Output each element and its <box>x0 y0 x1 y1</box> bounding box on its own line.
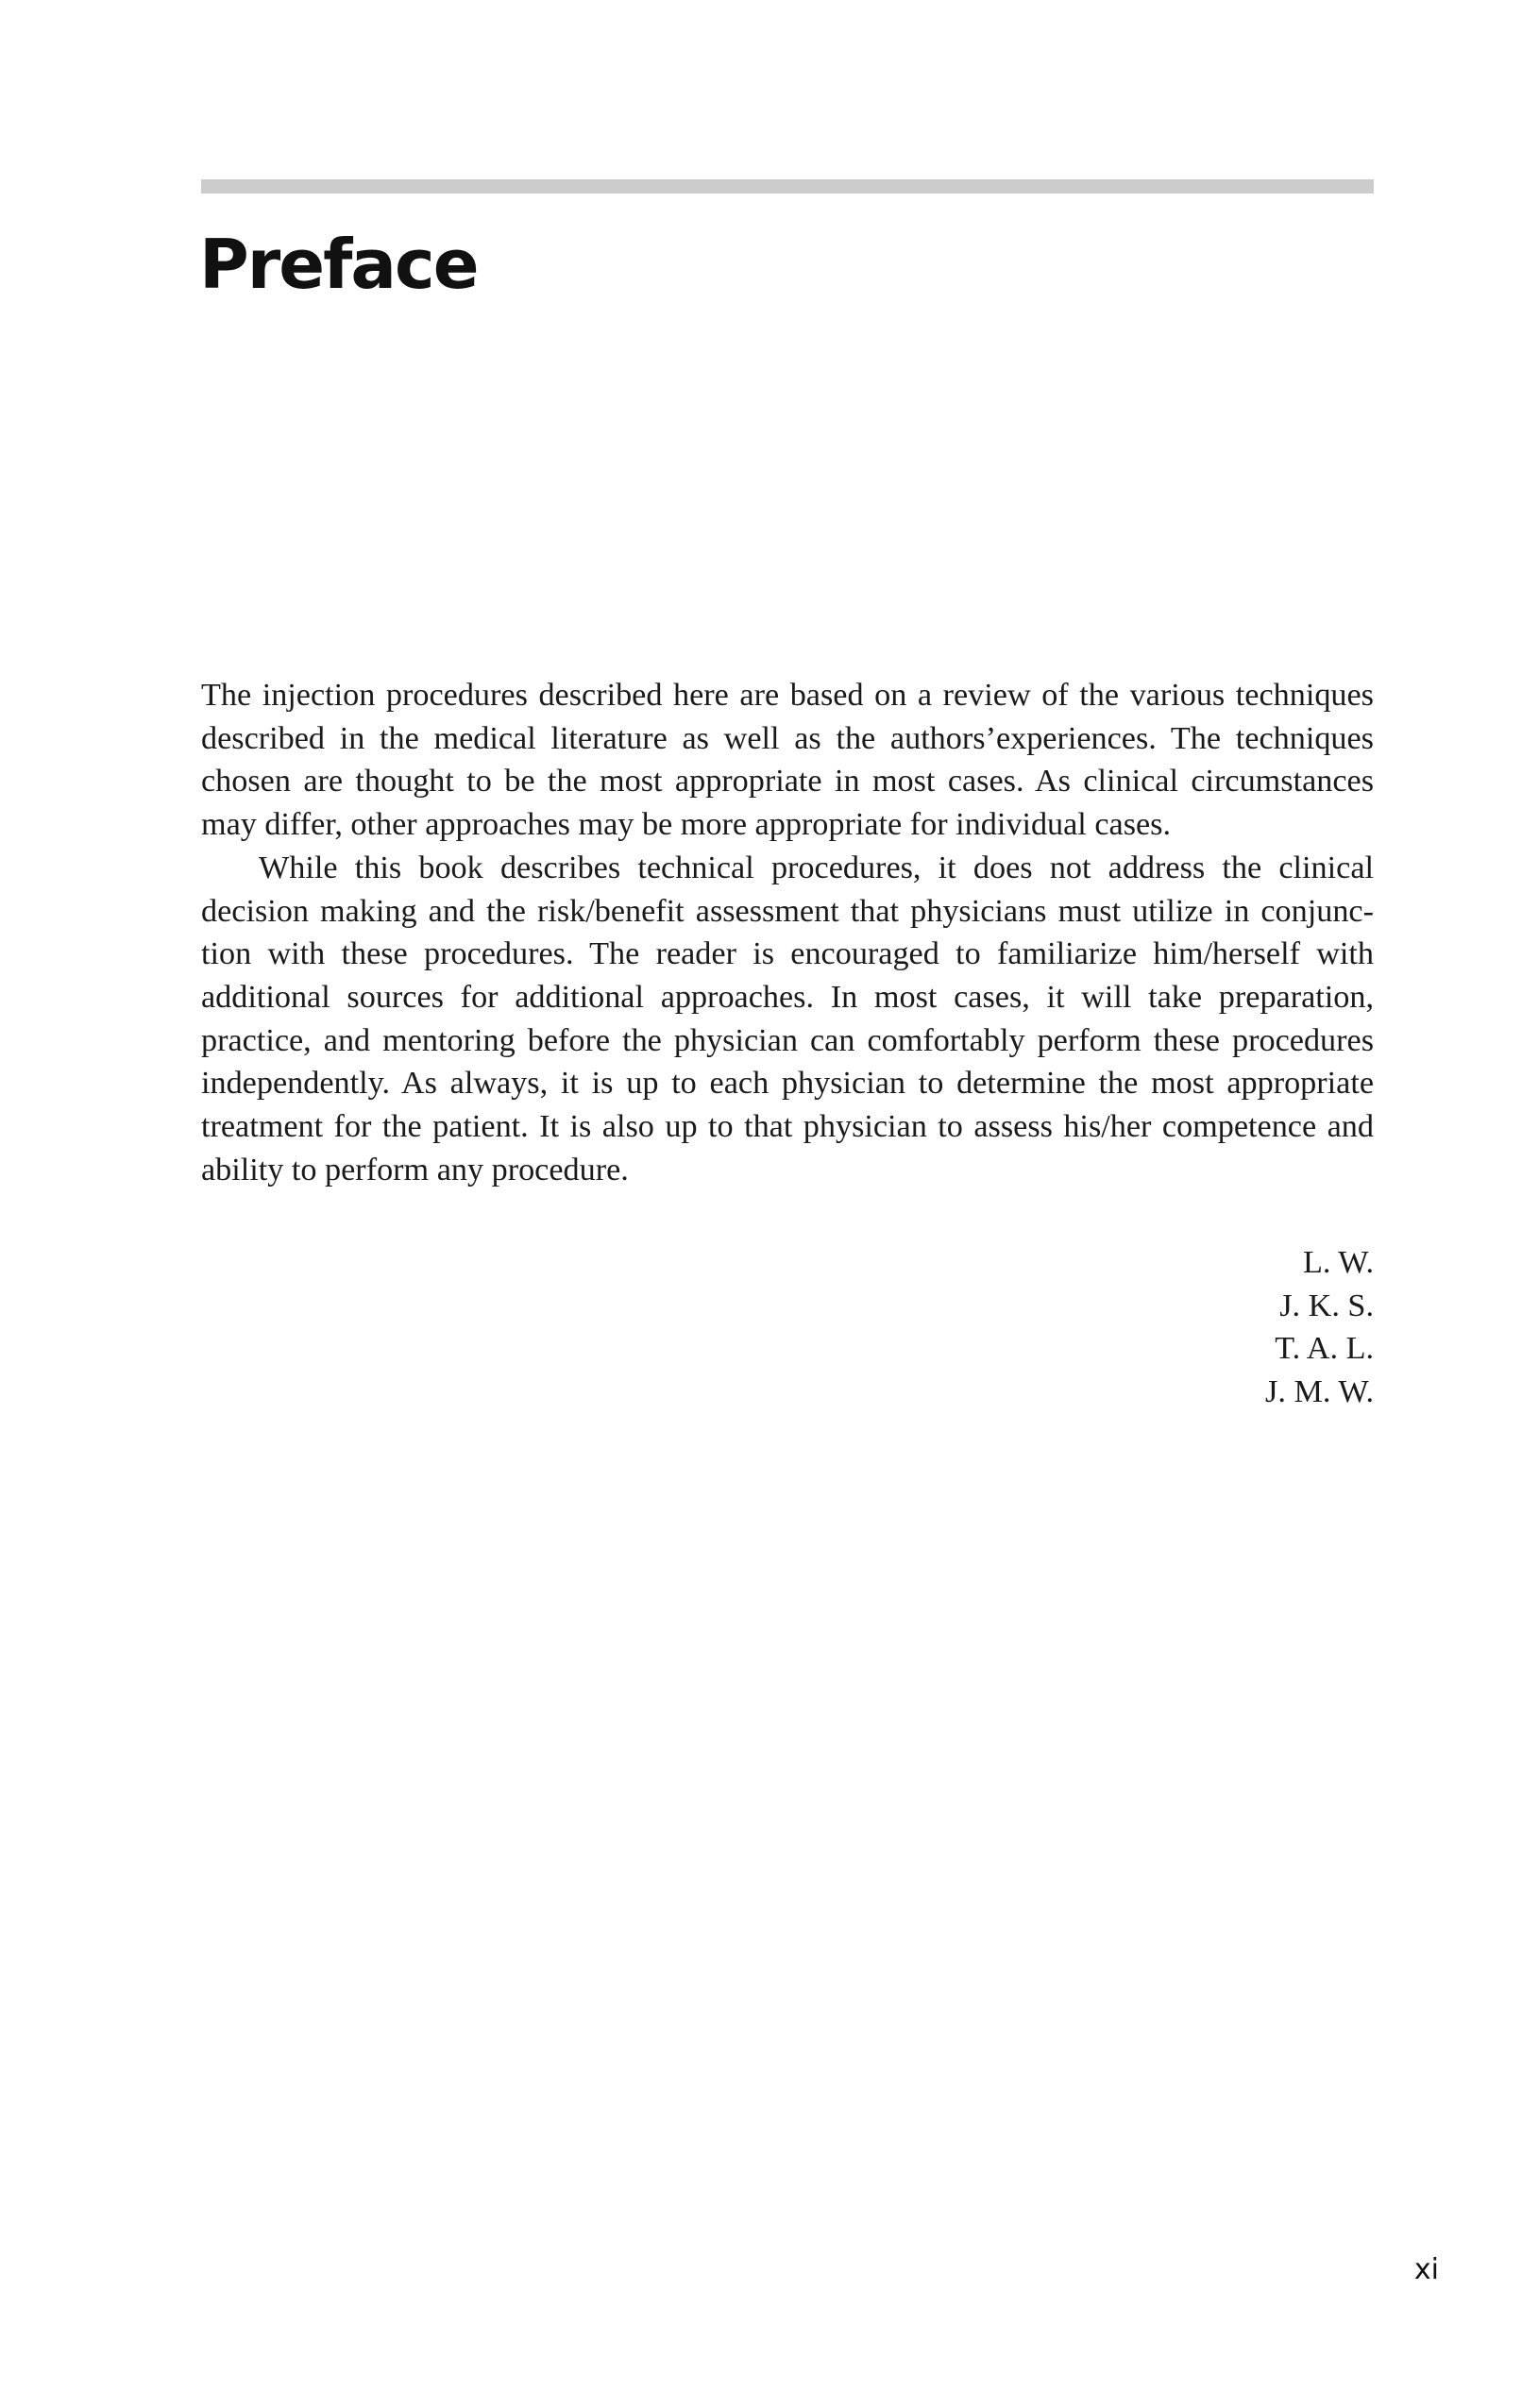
author-signatures <box>1265 1241 1374 1413</box>
paragraph-2: While this book describes technical procedures, it does not address the clinical decision making and the risk/benefit assessment that physicians must utilize in conjunction with these procedures. The reader is encouraged to familiarize him/herself with additional sources for additional approaches. In most cases, it will take preparation, practice, and mentoring before the physician can comfortably perform these procedures independently. As always, it is up to each physician to determine the most appropriate treatment for the patient. It is also up to that physician to assess his/her competence and ability to perform any procedure. <box>201 850 1374 1187</box>
page-number: xi <box>1413 2253 1439 2286</box>
signature-initials: J. K. S. <box>1279 1288 1374 1323</box>
page-title: Preface <box>199 225 478 304</box>
title-rule-divider <box>201 179 1374 194</box>
preface-body <box>201 674 1374 1191</box>
signature-initials: J. M. W. <box>1265 1373 1374 1409</box>
signature-initials: T. A. L. <box>1275 1331 1374 1366</box>
signature-initials: L. W. <box>1302 1245 1374 1280</box>
paragraph-1: The injection procedures described here are based on a review of the various techniques described in the medical literature as well as the authors’experiences. The techniques chosen are thought to be the most appropriate in most cases. As clinical circumstances may differ, other approaches may be more appropriate for individual cases. <box>201 678 1374 843</box>
